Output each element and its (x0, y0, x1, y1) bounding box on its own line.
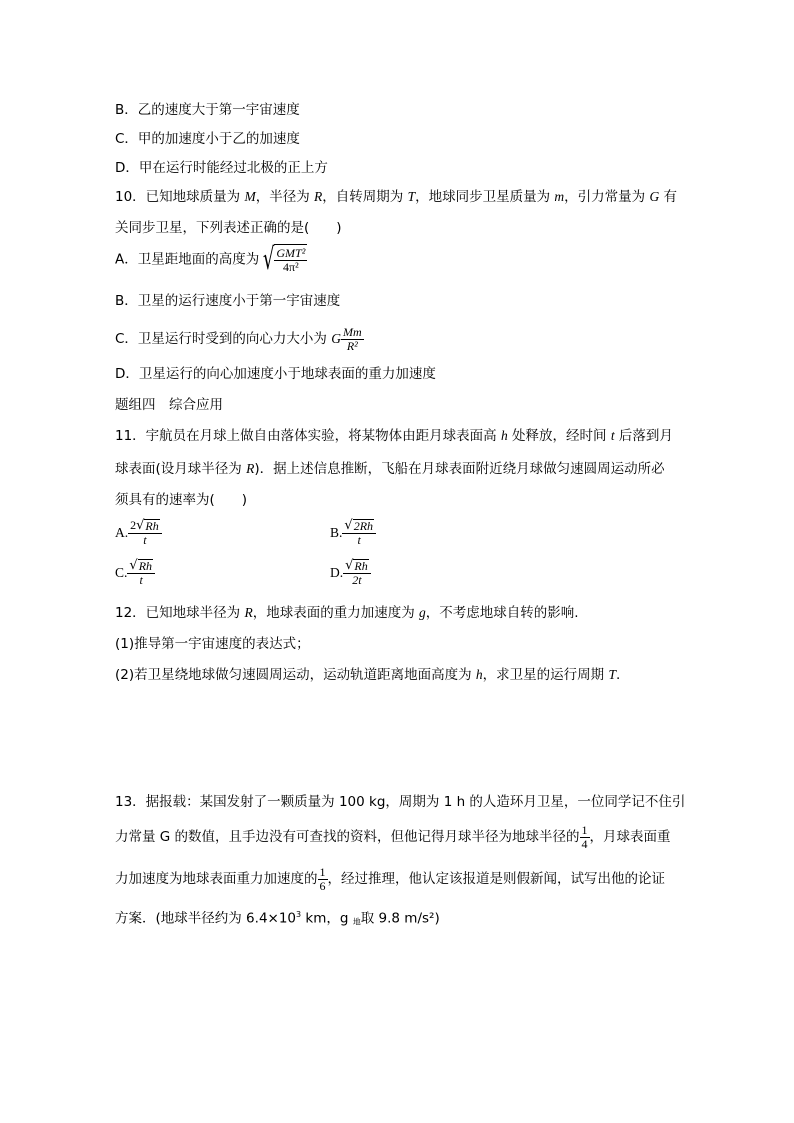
q11-option-a: A. 2 √ Rh t (115, 518, 162, 548)
q13-line1: 13．据报载：某国发射了一颗质量为 100 kg，周期为 1 h 的人造环月卫星，一位同学记不住引 (115, 794, 686, 810)
sqrt-expression: √ $\frac{\text{GMT²}}{\text{4π²}}$ (263, 242, 306, 277)
q13-line3: 力加速度为地球表面重力加速度的 $\frac{1}{6}$ ，经过推理，他认定该报道是则假新闻，试写出他的论证 (115, 864, 665, 893)
q12-part1: (1)推导第一宇宙速度的表达式； (115, 636, 310, 652)
q11-stem-line1: 11．宇航员在月球上做自由落体实验，将某物体由距月球表面高 h 处释放，经时间 t 后落到月 (115, 428, 673, 444)
q12-part2: (2)若卫星绕地球做匀速圆周运动，运动轨道距离地面高度为 h，求卫星的运行周期 T. (115, 667, 621, 683)
q13-line4: 方案．(地球半径约为 $6.4\times 10^3$ km，g $_地$取 9.8 m/s²) (115, 910, 440, 927)
q10-option-c: C．卫星运行时受到的向心力大小为 G $\frac{Mm}{\text{R²}}$ (115, 324, 362, 353)
q10-option-b: B．卫星的运行速度小于第一宇宙速度 (115, 293, 341, 309)
group-heading: 题组四 综合应用 (115, 397, 223, 413)
fraction-one-quarter: $\frac{1}{4}$ (581, 822, 588, 851)
q10-option-d: D．卫星运行的向心加速度小于地球表面的重力加速度 (115, 366, 436, 382)
fraction-one-sixth: $\frac{1}{6}$ (319, 864, 326, 893)
q9-option-b: B．乙的速度大于第一宇宙速度 (115, 102, 300, 118)
q11-option-d: D. √ Rh 2t (330, 558, 371, 588)
fraction: $\frac{Mm}{\text{R²}}$ (342, 324, 362, 353)
q9-option-d: D．甲在运行时能经过北极的正上方 (115, 160, 328, 176)
q10-stem-line2: 关同步卫星，下列表述正确的是( ) (115, 220, 342, 236)
q9-option-c: C．甲的加速度小于乙的加速度 (115, 131, 300, 147)
q11-option-c: C. √ Rh t (115, 558, 155, 588)
q11-stem-line3: 须具有的速率为( ) (115, 492, 248, 508)
q10-stem-line1: 10．已知地球质量为 M，半径为 R，自转周期为 T，地球同步卫星质量为 m，引力常量为 G 有 (115, 189, 677, 205)
q12-stem: 12．已知地球半径为 R，地球表面的重力加速度为 g，不考虑地球自转的影响. (115, 605, 579, 621)
q11-option-b: B. √ 2Rh t (330, 518, 376, 548)
q13-line2: 力常量 G 的数值，且手边没有可查找的资料，但他记得月球半径为地球半径的 $\frac{1}{4}$ ，月球表面重 (115, 822, 671, 851)
q11-stem-line2: 球表面(设月球半径为 R)．据上述信息推断，飞船在月球表面附近绕月球做匀速圆周运动所必 (115, 461, 665, 477)
q10-option-a: A．卫星距地面的高度为 √ $\frac{\text{GMT²}}{\text{4π²}}$ (115, 242, 306, 277)
